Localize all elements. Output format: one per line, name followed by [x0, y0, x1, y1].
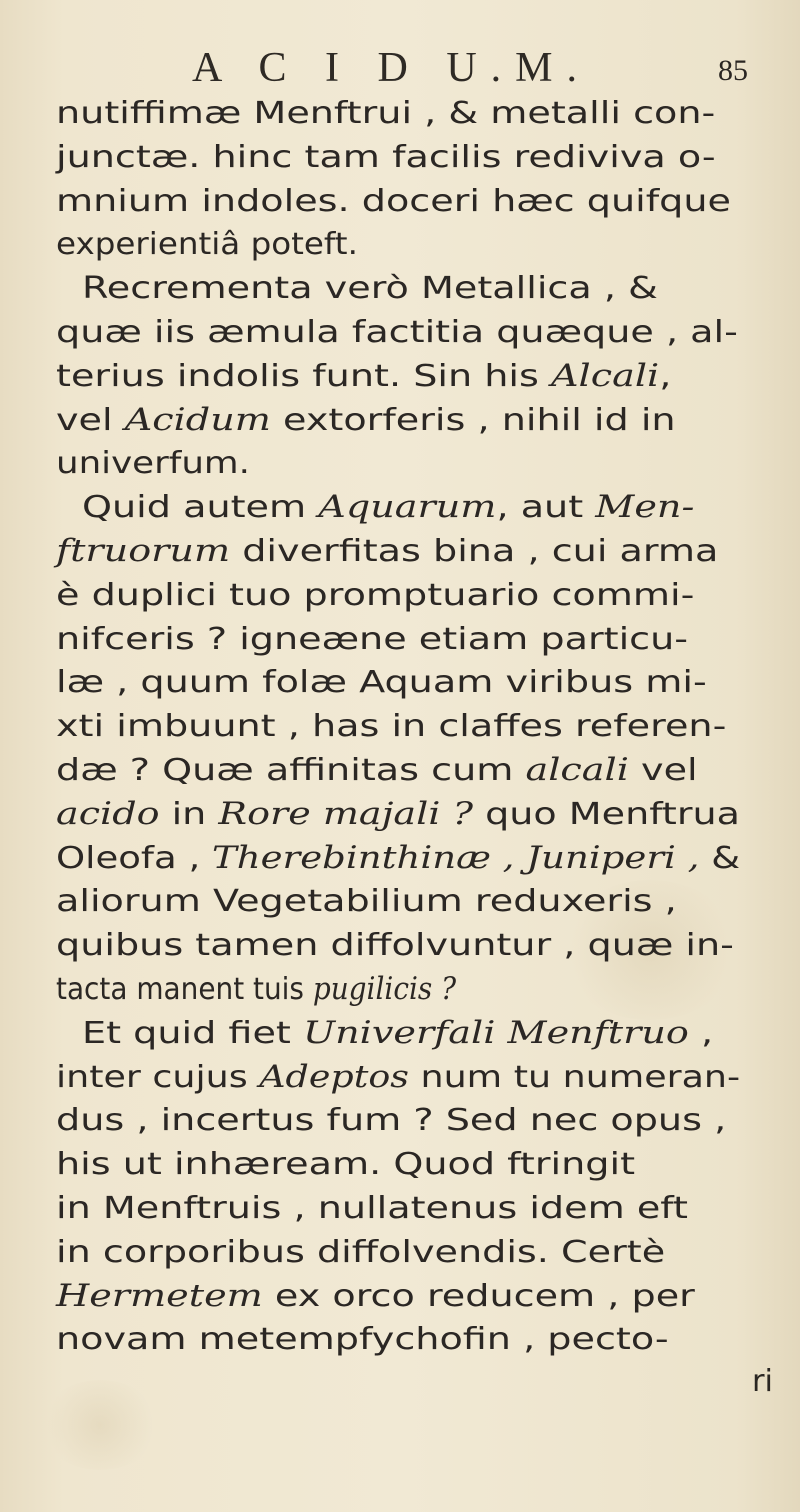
text-segment: experientiâ poteft. [56, 227, 358, 263]
text-line [56, 92, 715, 136]
text-segment: mnium indoles. doceri hæc quifque [56, 183, 731, 219]
text-line [56, 1275, 695, 1319]
italic-text: pugilicis ? [312, 972, 457, 1007]
text-line [56, 1143, 635, 1187]
italic-text: Acidum [124, 402, 271, 438]
text-segment: nifceris ? igneæne etiam particu- [56, 621, 689, 657]
text-segment: inter cujus [56, 1059, 260, 1095]
text-line [56, 837, 740, 881]
italic-text: Univerfali Menftruo [302, 1015, 689, 1051]
text-segment: Recrementa verò Metallica , & [82, 271, 658, 307]
text-segment: num tu numeran- [408, 1059, 741, 1095]
text-line [56, 924, 734, 968]
italic-text: Hermetem [56, 1278, 263, 1314]
text-segment: læ , quum folæ Aquam viribus mi- [56, 665, 707, 701]
text-segment: in Menftruis , nullatenus idem eft [56, 1191, 688, 1226]
text-line [56, 442, 250, 486]
text-segment: vel [628, 753, 698, 788]
text-segment: in [159, 796, 219, 832]
italic-text: Alcali [551, 358, 660, 394]
catchword: ri [752, 1364, 774, 1399]
text-line [56, 180, 731, 224]
text-segment: quo Menftrua [473, 796, 740, 832]
text-segment: dæ ? Quæ affinitas cum [56, 753, 526, 788]
text-line [56, 618, 688, 662]
text-segment: vel [56, 402, 125, 438]
text-line [56, 705, 726, 749]
text-segment: Et quid fiet [82, 1015, 303, 1051]
page-header [0, 42, 800, 94]
text-segment: his ut inhæream. Quod ftringit [56, 1147, 636, 1183]
italic-text: Adeptos [259, 1059, 409, 1095]
text-segment: , [688, 1015, 714, 1051]
text-line [56, 1318, 669, 1362]
text-line [56, 530, 718, 574]
text-segment: quibus tamen diffolvuntur , quæ in- [56, 928, 734, 964]
text-segment: , [659, 358, 672, 394]
text-segment: è duplici tuo promptuario commi- [56, 577, 695, 613]
text-line [56, 661, 707, 705]
text-segment: aliorum Vegetabilium reduxeris , [56, 884, 677, 920]
text-line [56, 223, 358, 267]
text-line [56, 574, 694, 618]
text-line [82, 267, 658, 311]
text-line [56, 136, 716, 180]
text-segment: extorferis , nihil id in [270, 402, 676, 438]
page-number: 85 [718, 54, 748, 87]
text-line [56, 1099, 726, 1143]
text-segment: in corporibus diffolvendis. Certè [56, 1234, 666, 1270]
italic-text: Therebinthinæ , Juniperi , [212, 840, 700, 876]
italic-text: Rore majali ? [218, 796, 474, 832]
text-segment: , aut [496, 490, 596, 526]
italic-text: acido [56, 796, 160, 832]
running-head: A C I D U.M. [192, 45, 592, 91]
italic-text: Men- [595, 490, 695, 526]
text-segment: Quid autem [82, 490, 319, 526]
text-segment: quæ iis æmula factitia quæque , al- [56, 315, 738, 350]
text-line [56, 749, 698, 793]
italic-text: alcali [525, 753, 629, 788]
text-segment: diverfitas bina , cui arma [230, 534, 719, 569]
text-segment: Oleofa , [56, 840, 213, 876]
text-segment: dus , incertus fum ? Sed nec opus , [56, 1103, 727, 1139]
text-segment: novam metempfychofin , pecto- [56, 1322, 669, 1358]
text-line [56, 1187, 688, 1231]
text-segment: univerfum. [56, 446, 250, 482]
text-segment: nutiffimæ Menftrui , & metalli con- [56, 96, 716, 131]
text-line [56, 311, 738, 355]
text-line [56, 1056, 740, 1100]
italic-text: ftruorum [56, 534, 231, 569]
italic-text: Aquarum [318, 490, 497, 526]
text-segment: ex orco reducem , per [262, 1278, 695, 1314]
text-line [56, 1231, 665, 1275]
text-segment: & [699, 840, 741, 876]
text-line [82, 1012, 713, 1056]
text-segment: tacta manent tuis [56, 972, 313, 1007]
text-segment: junctæ. hinc tam facilis rediviva o- [56, 139, 716, 175]
paper-stain [40, 1380, 160, 1470]
text-segment: terius indolis funt. Sin his [56, 358, 552, 394]
text-segment: xti imbuunt , has in claffes referen- [56, 709, 727, 745]
text-line [56, 399, 676, 443]
text-line [82, 486, 694, 530]
text-line [56, 793, 740, 837]
text-line [56, 880, 677, 924]
text-line [56, 968, 456, 1012]
text-line [56, 355, 671, 399]
